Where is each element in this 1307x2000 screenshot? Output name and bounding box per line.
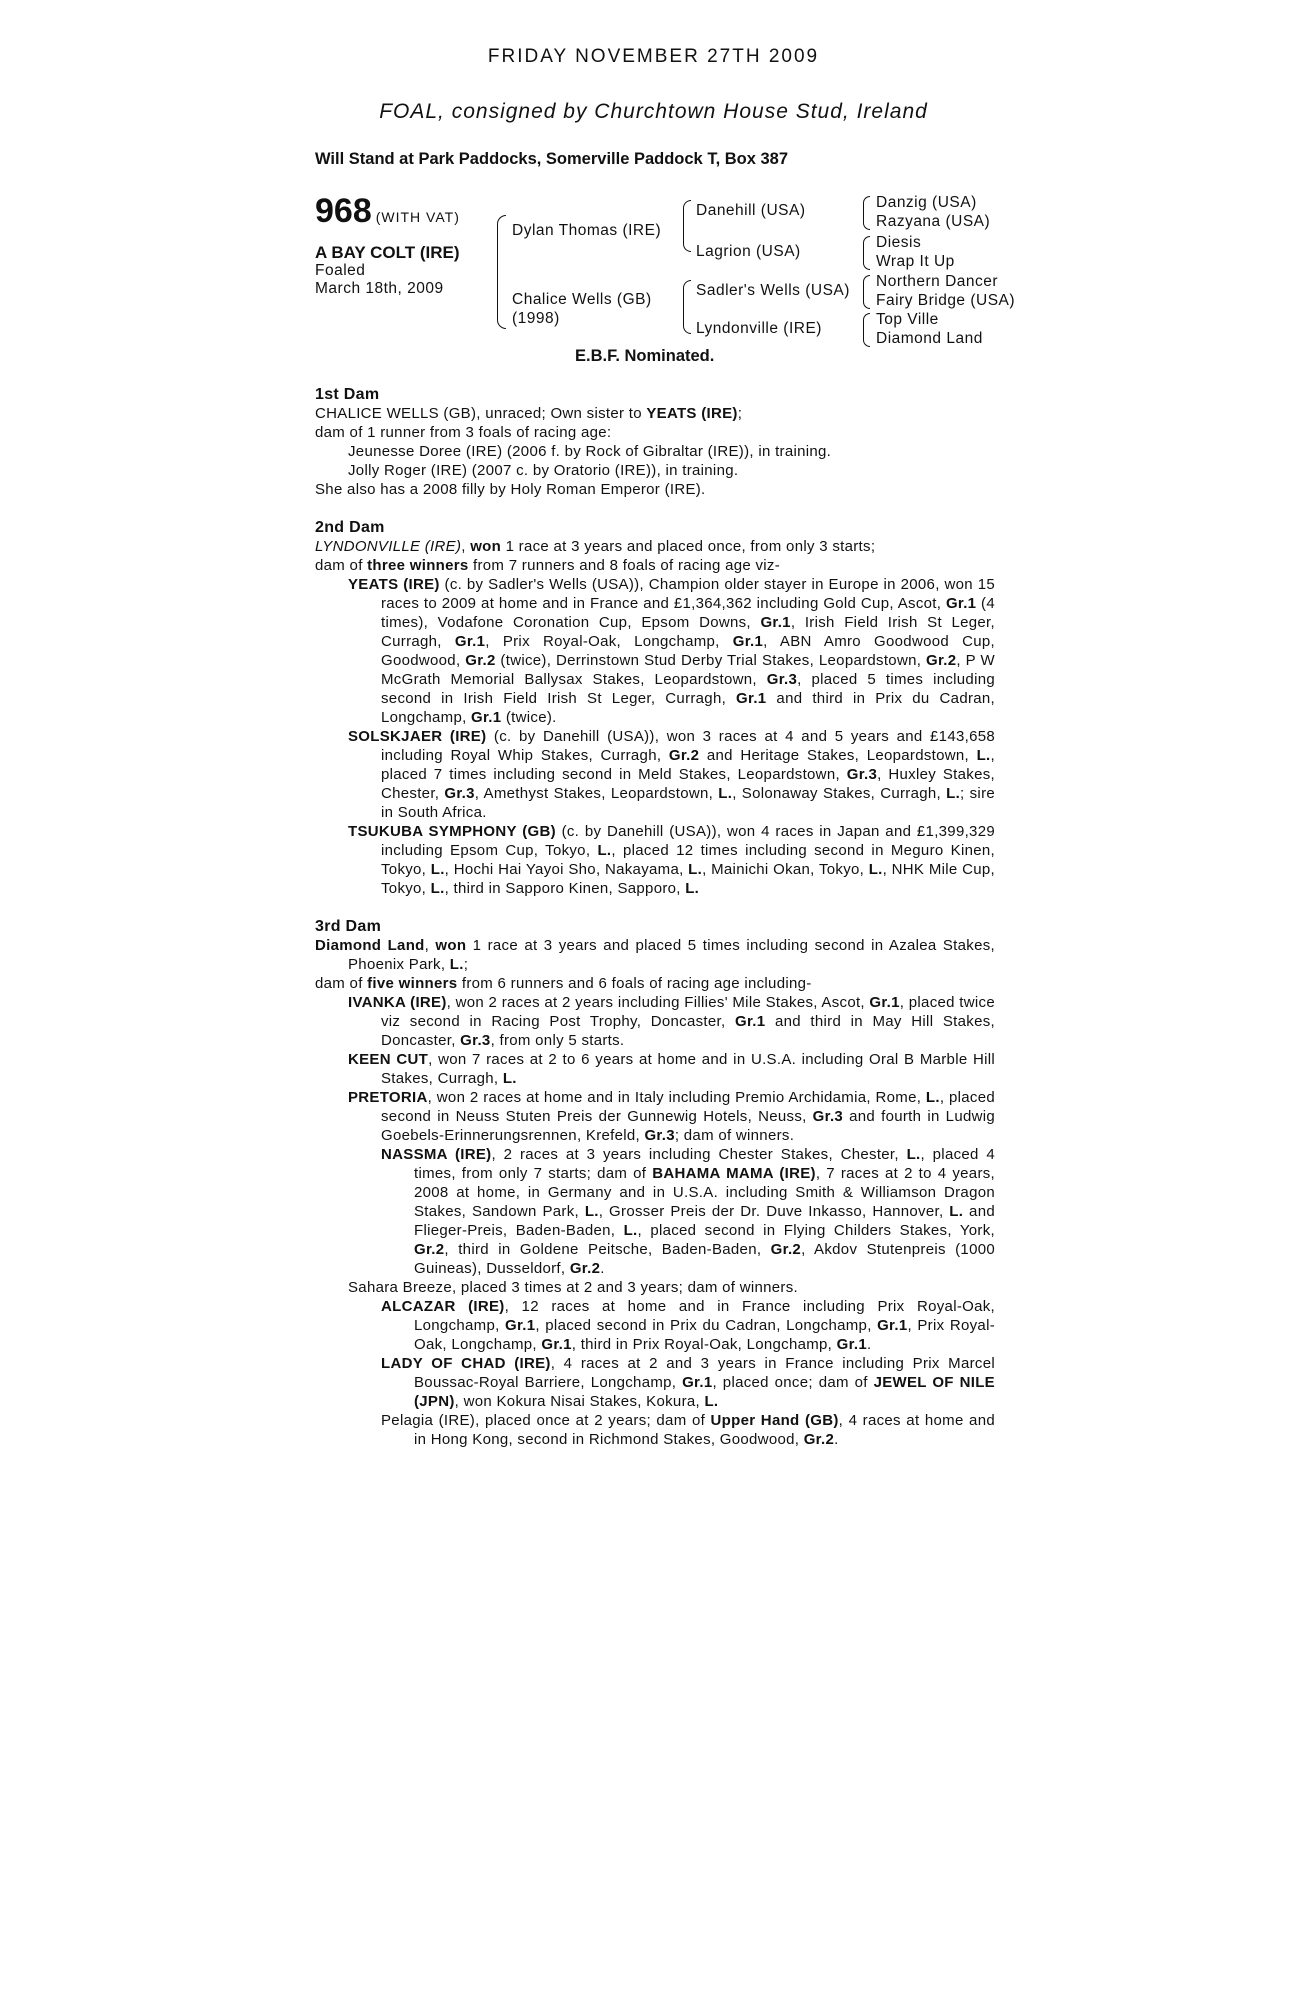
- second-dam-heading: 2nd Dam: [315, 519, 385, 536]
- pedigree-sire-sire: Danehill (USA): [696, 202, 806, 219]
- first-dam-produce-1: Jeunesse Doree (IRE) (2006 f. by Rock of Gibraltar (IRE)), in training.: [348, 443, 832, 460]
- vat-note: (WITH VAT): [375, 209, 460, 225]
- pedigree-brace-g4: [863, 313, 870, 347]
- foaled-label: Foaled: [315, 262, 366, 279]
- pedigree-brace-main: [497, 215, 506, 329]
- pedigree-brace-g2: [863, 236, 870, 270]
- third-dam-line2: dam of five winners from 6 runners and 6 foals of racing age including-: [315, 975, 812, 992]
- second-dam-line1: LYNDONVILLE (IRE), won 1 race at 3 years and placed once, from only 3 starts;: [315, 538, 876, 555]
- pedigree-dam: [512, 290, 652, 328]
- first-dam-section: [315, 385, 995, 499]
- pedigree-brace-sire: [683, 200, 691, 252]
- pedigree-g1: Danzig (USA): [876, 194, 977, 211]
- pedigree-g2: Razyana (USA): [876, 213, 991, 230]
- pedigree-brace-g3: [863, 275, 870, 309]
- pedigree-sire: Dylan Thomas (IRE): [512, 222, 662, 239]
- pedigree-g6: Fairy Bridge (USA): [876, 292, 1016, 309]
- produce-keen-cut: KEEN CUT, won 7 races at 2 to 6 years at home and in U.S.A. including Oral B Marble Hill Stakes, Curragh, L.: [348, 1051, 995, 1087]
- lot-number-value: 968: [315, 192, 372, 230]
- produce-lady-of-chad: LADY OF CHAD (IRE), 4 races at 2 and 3 years in France including Prix Marcel Boussac-Royal Barriere, Longchamp, Gr.1, placed once; dam of JEWEL OF NILE (JPN), won Kokura Nisai Stakes, Kokura, L.: [381, 1355, 995, 1410]
- foaled-info: [315, 262, 444, 298]
- first-dam-line3: She also has a 2008 filly by Holy Roman Emperor (IRE).: [315, 481, 706, 498]
- produce-yeats: YEATS (IRE) (c. by Sadler's Wells (USA)), Champion older stayer in Europe in 2006, won 15 races to 2009 at home and in France and £1,364,362 including Gold Cup, Ascot, Gr.1 (4 times), Vodafone Coronation Cup, Epsom Downs, Gr.1, Irish Field Irish St Leger, Curragh, Gr.1, Prix Royal-Oak, Longchamp, Gr.1, ABN Amro Goodwood Cup, Goodwood, Gr.2 (twice), Derrinstown Stud Derby Trial Stakes, Leopardstown, Gr.2, P W McGrath Memorial Ballysax Stakes, Leopardstown, Gr.3, placed 5 times including second in Irish Field Irish St Leger, Curragh, Gr.1 and third in Prix du Cadran, Longchamp, Gr.1 (twice).: [348, 576, 996, 726]
- third-dam-line1: Diamond Land, won 1 race at 3 years and placed 5 times including second in Azalea Stakes, Phoenix Park, L.;: [315, 937, 995, 973]
- pedigree-dam-sire: Sadler's Wells (USA): [696, 282, 850, 299]
- produce-ivanka: IVANKA (IRE), won 2 races at 2 years including Fillies' Mile Stakes, Ascot, Gr.1, placed twice viz second in Racing Post Trophy, Doncaster, Gr.1 and third in May Hill Stakes, Doncaster, Gr.3, from only 5 starts.: [348, 994, 996, 1049]
- stand-location: Will Stand at Park Paddocks, Somerville Paddock T, Box 387: [315, 150, 789, 168]
- produce-nassma: NASSMA (IRE), 2 races at 3 years including Chester Stakes, Chester, L., placed 4 times, from only 7 starts; dam of BAHAMA MAMA (IRE), 7 races at 2 to 4 years, 2008 at home, in Germany and in U.S.A. including Smith & Williamson Dragon Stakes, Sandown Park, L., Grosser Preis der Dr. Duve Inkasso, Hannover, L. and Flieger-Preis, Baden-Baden, L., placed second in Flying Childers Stakes, York, Gr.2, third in Goldene Peitsche, Baden-Baden, Gr.2, Akdov Stutenpreis (1000 Guineas), Dusseldorf, Gr.2.: [381, 1146, 996, 1277]
- pedigree-brace-g1: [863, 196, 870, 230]
- first-dam-line2: dam of 1 runner from 3 foals of racing age:: [315, 424, 612, 441]
- consignment-line: FOAL, consigned by Churchtown House Stud, Ireland: [379, 100, 928, 123]
- foaled-date: March 18th, 2009: [315, 280, 444, 297]
- third-dam-heading: 3rd Dam: [315, 918, 382, 935]
- pedigree-g3: Diesis: [876, 234, 922, 251]
- produce-pretoria: PRETORIA, won 2 races at home and in Italy including Premio Archidamia, Rome, L., placed second in Neuss Stuten Preis der Gunnewig Hotels, Neuss, Gr.3 and fourth in Ludwig Goebels-Erinnerungsrennen, Krefeld, Gr.3; dam of winners.: [348, 1089, 996, 1144]
- lot-number: [315, 192, 460, 231]
- first-dam-line1: CHALICE WELLS (GB), unraced; Own sister to YEATS (IRE);: [315, 405, 743, 422]
- ebf-nominated: E.B.F. Nominated.: [575, 347, 715, 365]
- pedigree-g8: Diamond Land: [876, 330, 983, 347]
- lot-title: A BAY COLT (IRE): [315, 243, 460, 262]
- pedigree-dam-name: Chalice Wells (GB): [512, 291, 652, 308]
- pedigree-dam-year: (1998): [512, 310, 560, 327]
- pedigree-dam-dam: Lyndonville (IRE): [696, 320, 822, 337]
- second-dam-section: [315, 518, 995, 898]
- first-dam-produce-2: Jolly Roger (IRE) (2007 c. by Oratorio (IRE)), in training.: [348, 462, 739, 479]
- pedigree-g5: Northern Dancer: [876, 273, 999, 290]
- sale-date: FRIDAY NOVEMBER 27TH 2009: [487, 46, 820, 67]
- second-dam-line2: dam of three winners from 7 runners and 8 foals of racing age viz-: [315, 557, 781, 574]
- produce-pelagia: Pelagia (IRE), placed once at 2 years; dam of Upper Hand (GB), 4 races at home and in Hong Kong, second in Richmond Stakes, Goodwood, Gr.2.: [381, 1412, 995, 1448]
- third-dam-section: [315, 917, 995, 1449]
- produce-alcazar: ALCAZAR (IRE), 12 races at home and in France including Prix Royal-Oak, Longchamp, Gr.1, placed second in Prix du Cadran, Longchamp, Gr.1, Prix Royal-Oak, Longchamp, Gr.1, third in Prix Royal-Oak, Longchamp, Gr.1.: [381, 1298, 995, 1353]
- pedigree-g4: Wrap It Up: [876, 253, 955, 270]
- produce-sahara-breeze: Sahara Breeze, placed 3 times at 2 and 3 years; dam of winners.: [348, 1279, 798, 1296]
- produce-tsukuba-symphony: TSUKUBA SYMPHONY (GB) (c. by Danehill (USA)), won 4 races in Japan and £1,399,329 including Epsom Cup, Tokyo, L., placed 12 times including second in Meguro Kinen, Tokyo, L., Hochi Hai Yayoi Sho, Nakayama, L., Mainichi Okan, Tokyo, L., NHK Mile Cup, Tokyo, L., third in Sapporo Kinen, Sapporo, L.: [348, 823, 995, 897]
- produce-solskjaer: SOLSKJAER (IRE) (c. by Danehill (USA)), won 3 races at 4 and 5 years and £143,658 including Royal Whip Stakes, Curragh, Gr.2 and Heritage Stakes, Leopardstown, L., placed 7 times including second in Meld Stakes, Leopardstown, Gr.3, Huxley Stakes, Chester, Gr.3, Amethyst Stakes, Leopardstown, L., Solonaway Stakes, Curragh, L.; sire in South Africa.: [348, 728, 996, 821]
- pedigree-brace-dam: [683, 280, 691, 334]
- pedigree-g7: Top Ville: [876, 311, 939, 328]
- first-dam-heading: 1st Dam: [315, 386, 380, 403]
- pedigree-sire-dam: Lagrion (USA): [696, 243, 801, 260]
